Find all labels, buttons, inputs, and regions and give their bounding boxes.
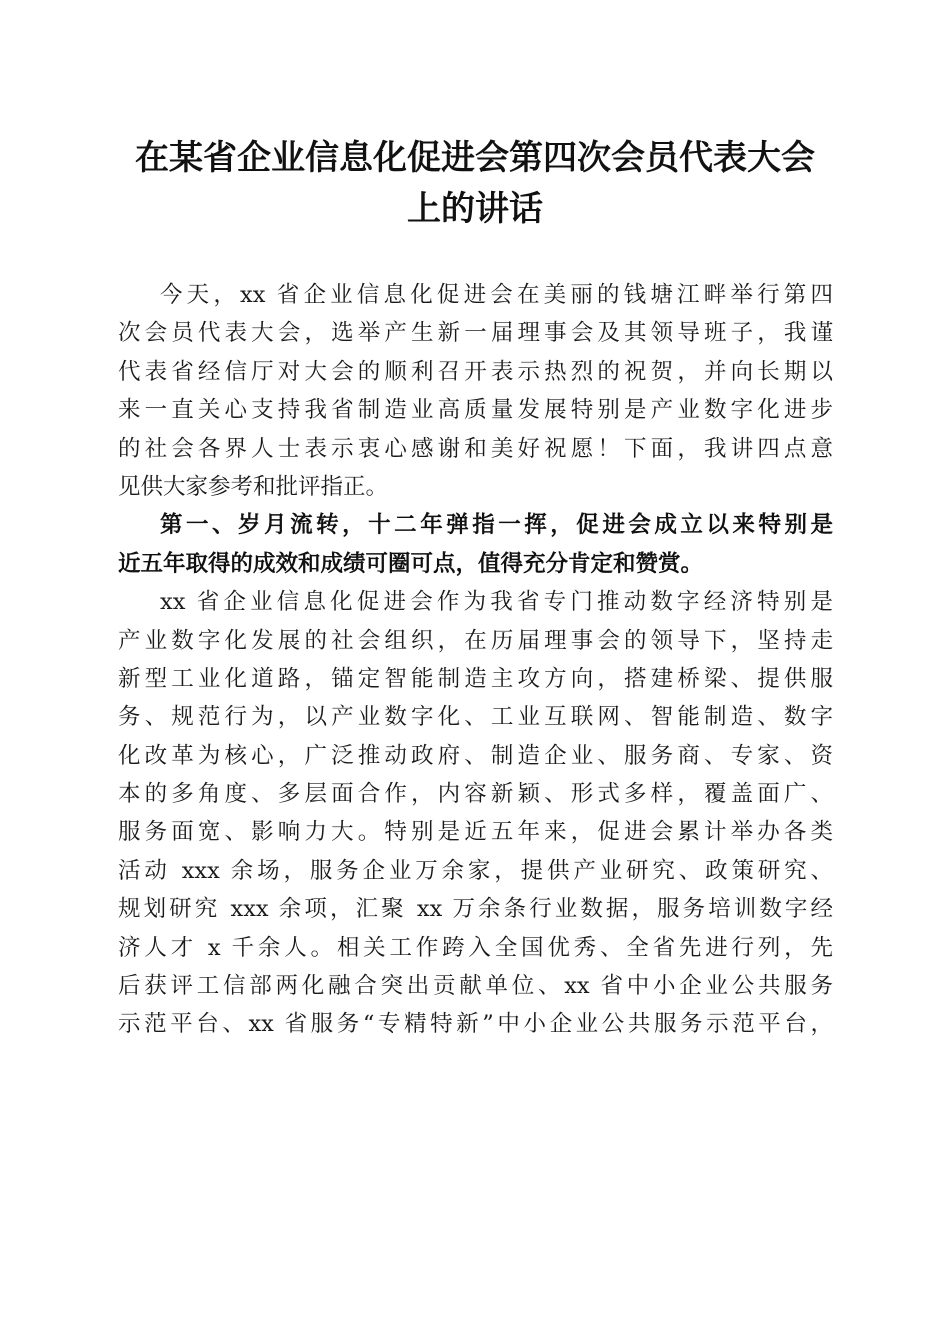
text-line: 见供大家参考和批评指正。 bbox=[118, 473, 389, 500]
text-line: 本的多角度、多层面合作，内容新颖、形式多样，覆盖面广、 bbox=[118, 781, 833, 808]
text-line: 的社会各界人士表示衷心感谢和美好祝愿！下面，我讲四点意 bbox=[118, 435, 833, 462]
text-line: 济人才 x 千余人。相关工作跨入全国优秀、全省先进行列，先 bbox=[118, 934, 833, 961]
text-line: 活动 xxx 余场，服务企业万余家，提供产业研究、政策研究、 bbox=[118, 857, 833, 884]
document-title bbox=[110, 133, 840, 235]
text-line: xx 省企业信息化促进会作为我省专门推动数字经济特别是 bbox=[160, 589, 833, 616]
text-line: 示范平台、xx 省服务“专精特新”中小企业公共服务示范平台， bbox=[118, 1011, 833, 1038]
text-line: 次会员代表大会，选举产生新一届理事会及其领导班子，我谨 bbox=[118, 320, 833, 347]
heading-line: 近五年取得的成效和成绩可圈可点，值得充分肯定和赞赏。 bbox=[118, 550, 704, 577]
text-line: 来一直关心支持我省制造业高质量发展特别是产业数字化进步 bbox=[118, 397, 833, 424]
text-line: 规划研究 xxx 余项，汇聚 xx 万余条行业数据，服务培训数字经 bbox=[118, 896, 833, 923]
section-heading-1 bbox=[118, 506, 833, 583]
title-line-2: 上的讲话 bbox=[407, 189, 543, 229]
text-line: 今天，xx 省企业信息化促进会在美丽的钱塘江畔举行第四 bbox=[160, 282, 833, 308]
text-line: 服务面宽、影响力大。特别是近五年来，促进会累计举办各类 bbox=[118, 819, 833, 846]
text-line: 新型工业化道路，锚定智能制造主攻方向，搭建桥梁、提供服 bbox=[118, 665, 833, 692]
text-line: 后获评工信部两化融合突出贡献单位、xx 省中小企业公共服务 bbox=[118, 973, 833, 1000]
document-body bbox=[118, 276, 833, 1044]
paragraph-opening bbox=[118, 276, 833, 506]
text-line: 产业数字化发展的社会组织，在历届理事会的领导下，坚持走 bbox=[118, 627, 833, 654]
text-line: 务、规范行为，以产业数字化、工业互联网、智能制造、数字 bbox=[118, 704, 833, 731]
text-line: 代表省经信厅对大会的顺利召开表示热烈的祝贺，并向长期以 bbox=[118, 358, 833, 385]
title-line-1: 在某省企业信息化促进会第四次会员代表大会 bbox=[135, 138, 815, 178]
text-line: 化改革为核心，广泛推动政府、制造企业、服务商、专家、资 bbox=[118, 742, 833, 769]
paragraph-section-1 bbox=[118, 583, 833, 1044]
heading-line: 第一、岁月流转，十二年弹指一挥，促进会成立以来特别是 bbox=[160, 512, 833, 539]
